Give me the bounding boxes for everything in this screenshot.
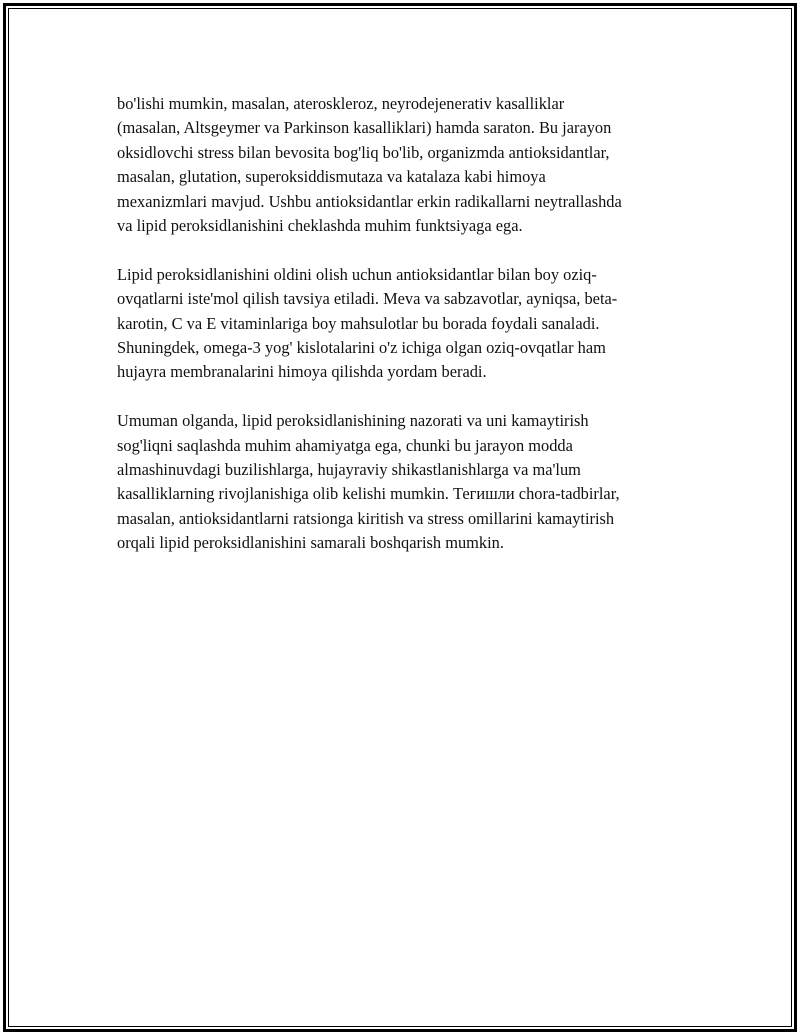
paragraph-3: Umuman olganda, lipid peroksidlanishining nazorati va uni kamaytirish sog'liqni saqlashda muhim ahamiyatga ega, chunki bu jarayon modda almashinuvdagi buzilishlarga, hujayraviy shikastlanishlarga va ma'lum kasalliklarning rivojlanishiga olib kelishi mumkin. Тегишли chora-tadbirlar, masalan, antioksidantlarni ratsionga kiritish va stress omillarini kamaytirish orqali lipid peroksidlanishini samarali boshqarish mumkin.: [117, 411, 620, 553]
paragraph-1: bo'lishi mumkin, masalan, ateroskleroz, neyrodejenerativ kasalliklar (masalan, Altsgeymer va Parkinson kasalliklari) hamda saraton. Bu jarayon oksidlovchi stress bilan bevosita bog'liq bo'lib, organizmda antioksidantlar, masalan, glutation, superoksiddismutaza va katalaza kabi himoya mexanizmlari mavjud. Ushbu antioksidantlar erkin radikallarni neytrallashda va lipid peroksidlanishini cheklashda muhim funktsiyaga ega.: [117, 94, 622, 236]
paragraph-2: Lipid peroksidlanishini oldini olish uchun antioksidantlar bilan boy oziq- ovqatlarni iste'mol qilish tavsiya etiladi. Meva va sabzavotlar, ayniqsa, beta- karotin, C va E vitaminlariga boy mahsulotlar bu borada foydali sanaladi. Shuningdek, omega-3 yog' kislotalarini o'z ichiga olgan oziq-ovqatlar ham hujayra membranalarini himoya qilishda yordam beradi.: [117, 264, 618, 382]
document-body: [117, 92, 697, 580]
